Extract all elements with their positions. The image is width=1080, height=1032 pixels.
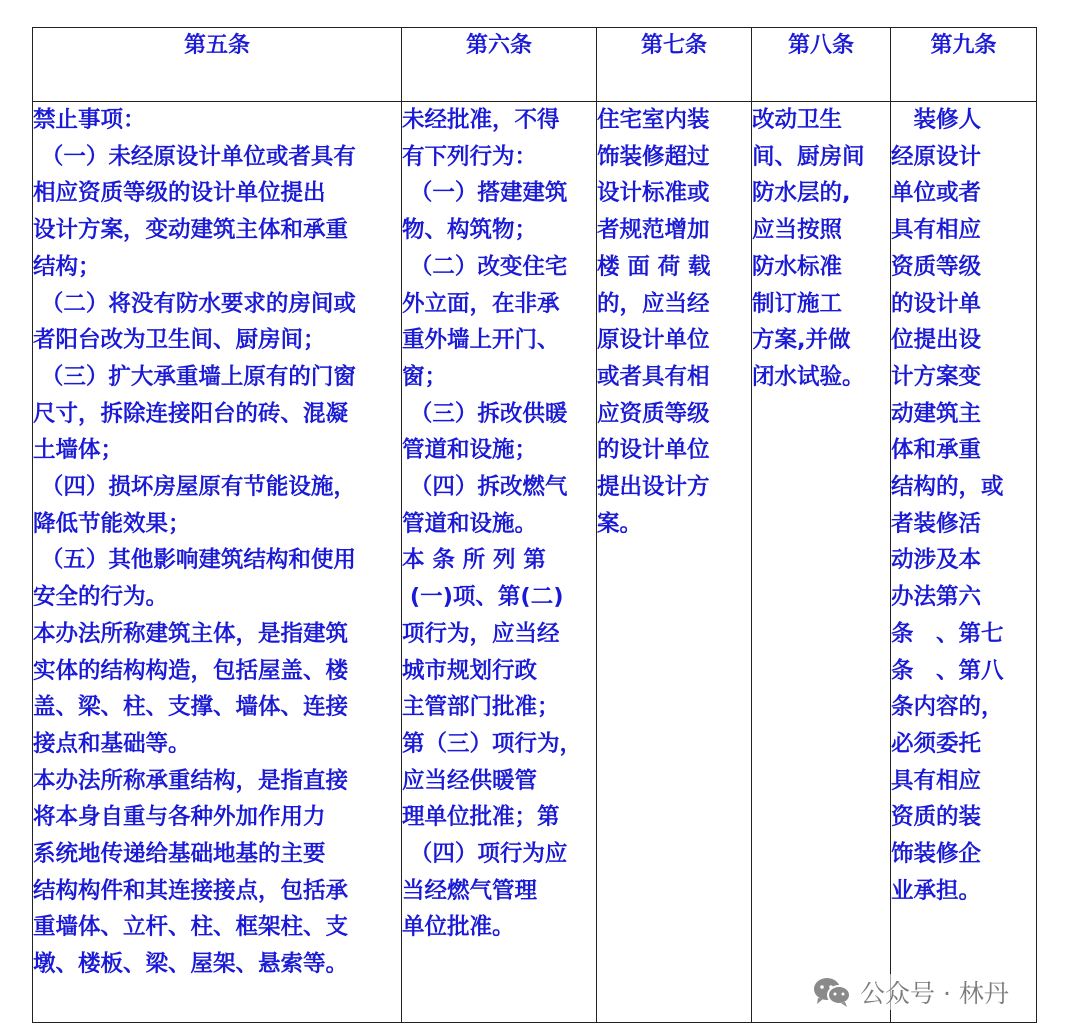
text-line: 未经批准，不得 (402, 107, 560, 133)
text-line: 窗； (402, 363, 448, 390)
text-line: 应资质等级 (597, 400, 710, 427)
text-line: 者规范增加 (597, 217, 710, 244)
text-line: 物、构筑物； (402, 217, 538, 244)
text-line: 经原设计 (891, 143, 982, 170)
text-line: （四）拆改燃气 (402, 474, 568, 501)
text-line: 结构的，或 (891, 474, 1004, 501)
text-line: 系统地传递给基础地基的主要 (33, 841, 326, 868)
text-line: 提出设计方 (597, 474, 710, 501)
text-line: 楼 面 荷 载 (597, 253, 711, 280)
wechat-icon (812, 976, 852, 1008)
text-line: 管道和设施； (402, 437, 538, 464)
text-line: 动建筑主 (891, 400, 982, 427)
cell-article-6 (402, 102, 597, 1023)
text-line: 本 条 所 列 第 (402, 547, 546, 574)
text-line: （五）其他影响建筑结构和使用 (33, 547, 356, 574)
text-line: （二）将没有防水要求的房间或 (33, 290, 356, 317)
text-line: 降低节能效果； (33, 510, 191, 537)
text-line: 外立面，在非承 (402, 290, 560, 317)
watermark-text: 公众号 · 林丹 (860, 979, 1009, 1008)
cell-article-7 (597, 102, 752, 1023)
text-line: 案。 (597, 510, 643, 537)
text-line: 资质的装 (891, 804, 982, 831)
text-line: （三）拆改供暖 (402, 400, 568, 427)
text-line: 防水层的, (752, 180, 851, 207)
text-line: 资质等级 (891, 253, 982, 280)
text-line: 项行为，应当经 (402, 620, 560, 647)
text-line: 盖、梁、柱、支撑、墙体、连接 (33, 694, 349, 721)
text-line: 者阳台改为卫生间、厨房间； (33, 327, 326, 354)
text-line: 住宅室内装 (597, 107, 710, 133)
text-line: 接点和基础等。 (33, 730, 191, 757)
text-line: 防水标准 (752, 253, 843, 280)
text-line: 体和承重 (891, 437, 982, 464)
text-line: 方案,并做 (752, 327, 851, 354)
text-line: 装修人 (891, 107, 982, 133)
text-line: 墩、楼板、梁、屋架、悬索等。 (33, 951, 349, 978)
text-line: 第（三）项行为， (402, 730, 583, 757)
header-article-7: 第七条 (597, 28, 752, 102)
text-line: 城市规划行政 (402, 657, 538, 684)
text-line: 位提出设 (891, 327, 982, 354)
text-line: 必须委托 (891, 730, 982, 757)
text-line: 制订施工 (752, 290, 843, 317)
text-line: 饰装修企 (891, 841, 982, 868)
text-line: 办法第六 (891, 584, 982, 611)
text-line: 条 、第七 (891, 620, 1004, 647)
text-line: 闭水试验。 (752, 363, 865, 390)
text-line: 设计标准或 (597, 180, 710, 207)
text-line: 理单位批准；第 (402, 804, 560, 831)
text-line: 原设计单位 (597, 327, 710, 354)
cell-article-5 (33, 102, 402, 1023)
header-article-5: 第五条 (33, 28, 402, 102)
text-line: 饰装修超过 (597, 143, 710, 170)
text-line: 计方案变 (891, 363, 982, 390)
text-line: 将本身自重与各种外加作用力 (33, 804, 326, 831)
text-line: 当经燃气管理 (402, 877, 538, 904)
text-line: 单位批准。 (402, 914, 515, 941)
text-line: 的设计单位 (597, 437, 710, 464)
text-line: 的，应当经 (597, 290, 710, 317)
text-line: 改动卫生 (752, 107, 843, 133)
text-line: 管道和设施。 (402, 510, 538, 537)
text-line: 条 、第八 (891, 657, 1004, 684)
header-row (33, 28, 1037, 102)
text-line: 单位或者 (891, 180, 982, 207)
text-line: （四）项行为应 (402, 841, 568, 868)
text-line: 设计方案，变动建筑主体和承重 (33, 217, 349, 244)
text-line: 条内容的， (891, 694, 1004, 721)
text-line: 者装修活 (891, 510, 982, 537)
text-line: 应当经供暖管 (402, 767, 538, 794)
text-line: 尺寸，拆除连接阳台的砖、混凝 (33, 400, 349, 427)
text-line: 禁止事项： (33, 107, 146, 133)
cell-article-9 (891, 102, 1037, 1023)
header-article-6: 第六条 (402, 28, 597, 102)
text-line: （一）未经原设计单位或者具有 (33, 143, 356, 170)
text-line: 主管部门批准； (402, 694, 560, 721)
text-line: 土墙体； (33, 437, 124, 464)
text-line: 重墙体、立杆、柱、框架柱、支 (33, 914, 349, 941)
text-line: （二）改变住宅 (402, 253, 568, 280)
content-row (33, 102, 1037, 1023)
watermark (812, 974, 1009, 1010)
text-line: 实体的结构构造，包括屋盖、楼 (33, 657, 349, 684)
text-line: 应当按照 (752, 217, 843, 244)
regulation-table (32, 27, 1037, 1023)
text-line: 结构； (33, 253, 101, 280)
text-line: 结构构件和其连接接点，包括承 (33, 877, 349, 904)
text-line: 业承担。 (891, 877, 982, 904)
text-line: 或者具有相 (597, 363, 710, 390)
header-article-9: 第九条 (891, 28, 1037, 102)
cell-article-8 (752, 102, 891, 1023)
text-line: 相应资质等级的设计单位提出 (33, 180, 326, 207)
text-line: 有下列行为： (402, 143, 538, 170)
text-line: 具有相应 (891, 767, 982, 794)
text-line: 本办法所称承重结构，是指直接 (33, 767, 349, 794)
text-line: （四）损坏房屋原有节能设施， (33, 474, 356, 501)
text-line: （一）搭建建筑 (402, 180, 568, 207)
text-line: 本办法所称建筑主体，是指建筑 (33, 620, 349, 647)
text-line: 间、厨房间 (752, 143, 865, 170)
text-line: 动涉及本 (891, 547, 982, 574)
header-article-8: 第八条 (752, 28, 891, 102)
text-line: 安全的行为。 (33, 584, 169, 611)
text-line: (一)项、第(二) (402, 584, 564, 611)
text-line: 的设计单 (891, 290, 982, 317)
text-line: 具有相应 (891, 217, 982, 244)
text-line: 重外墙上开门、 (402, 327, 560, 354)
text-line: （三）扩大承重墙上原有的门窗 (33, 363, 356, 390)
